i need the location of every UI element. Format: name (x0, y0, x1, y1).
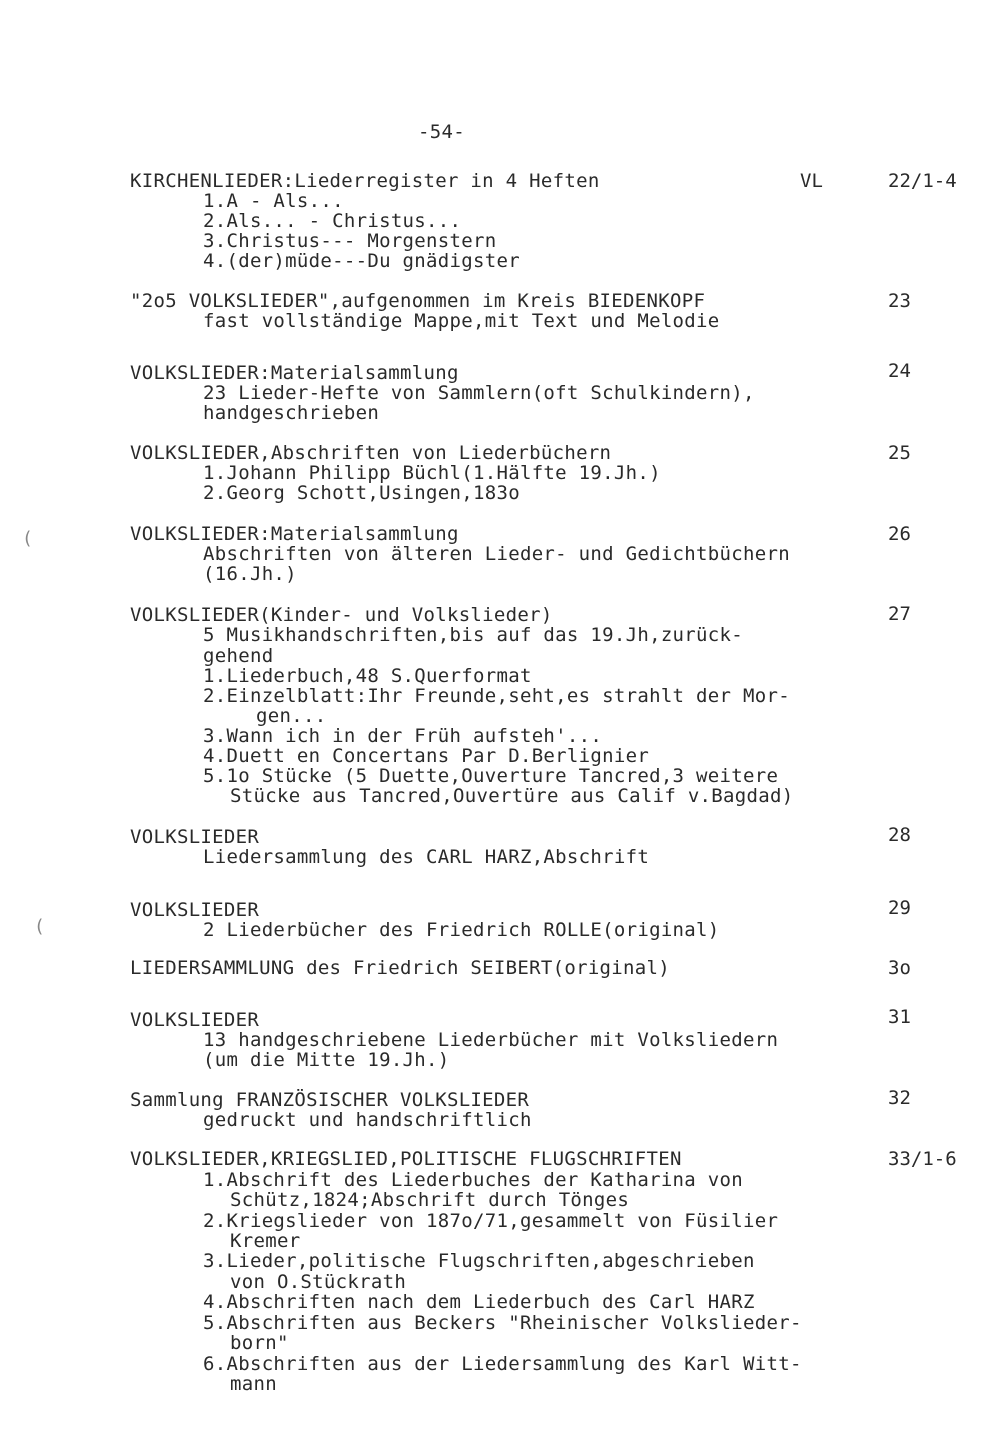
entry-heading: VOLKSLIEDER (130, 899, 260, 921)
entry-line: born" (230, 1332, 289, 1354)
entry-line: 2.Georg Schott,Usingen,183o (203, 482, 520, 504)
entry-heading: Sammlung FRANZÖSISCHER VOLKSLIEDER (130, 1089, 530, 1111)
entry-line: 4.Duett en Concertans Par D.Berlignier (203, 745, 650, 767)
entry-heading: VOLKSLIEDER:Materialsammlung (130, 362, 459, 384)
entry-line: 2.Einzelblatt:Ihr Freunde,seht,es strahlt der Mor- (203, 685, 790, 707)
entry-line: Kremer (230, 1230, 301, 1252)
entry-line: 4.Abschriften nach dem Liederbuch des Carl HARZ (203, 1291, 755, 1313)
entry-line: 2 Liederbücher des Friedrich ROLLE(original) (203, 919, 720, 941)
entry-line: gedruckt und handschriftlich (203, 1109, 532, 1131)
entry-number: 31 (888, 1006, 911, 1028)
entry-line: 13 handgeschriebene Liederbücher mit Volksliedern (203, 1029, 779, 1051)
entry-line: handgeschrieben (203, 402, 380, 424)
entry-heading: VOLKSLIEDER,Abschriften von Liederbüchern (130, 442, 612, 464)
entry-line: Schütz,1824;Abschrift durch Tönges (230, 1189, 630, 1211)
entry-line: 1.Liederbuch,48 S.Querformat (203, 665, 532, 687)
entry-line: Stücke aus Tancred,Ouvertüre aus Calif v.Bagdad) (230, 785, 794, 807)
entry-heading: KIRCHENLIEDER:Liederregister in 4 Heften (130, 170, 600, 192)
page-number: -54- (418, 121, 465, 143)
entry-line: (um die Mitte 19.Jh.) (203, 1049, 450, 1071)
entry-number: 26 (888, 523, 911, 545)
entry-heading: VOLKSLIEDER(Kinder- und Volkslieder) (130, 604, 553, 626)
entry-line: 1.Abschrift des Liederbuches der Katharina von (203, 1169, 743, 1191)
entry-line: 5 Musikhandschriften,bis auf das 19.Jh,zurück- (203, 624, 743, 646)
entry-line: (16.Jh.) (203, 563, 297, 585)
entry-line: 6.Abschriften aus der Liedersammlung des Karl Witt- (203, 1353, 802, 1375)
entry-number: 32 (888, 1087, 911, 1109)
entry-line: 1.A - Als... (203, 190, 344, 212)
entry-line: 2.Kriegslieder von 187o/71,gesammelt von Füsilier (203, 1210, 779, 1232)
entry-line: fast vollständige Mappe,mit Text und Melodie (203, 310, 720, 332)
entry-line: mann (230, 1373, 277, 1395)
entry-line: 5.Abschriften aus Beckers "Rheinischer Volkslieder- (203, 1312, 802, 1334)
entry-number: 25 (888, 442, 911, 464)
entry-line: von O.Stückrath (230, 1271, 407, 1293)
entry-line: gehend (203, 645, 274, 667)
entry-number: 27 (888, 603, 911, 625)
entry-number: 28 (888, 824, 911, 846)
entry-line: gen... (256, 705, 327, 727)
entry-heading: VOLKSLIEDER:Materialsammlung (130, 523, 459, 545)
entry-line: 3.Lieder,politische Flugschriften,abgeschrieben (203, 1250, 755, 1272)
entry-line: 23 Lieder-Hefte von Sammlern(oft Schulkindern), (203, 382, 755, 404)
entry-number: 24 (888, 360, 911, 382)
entry-heading: "2o5 VOLKSLIEDER",aufgenommen im Kreis BIEDENKOPF (130, 290, 706, 312)
entry-number: 29 (888, 897, 911, 919)
entry-tag: VL (800, 170, 823, 192)
entry-line: Liedersammlung des CARL HARZ,Abschrift (203, 846, 650, 868)
entry-line: 1.Johann Philipp Büchl(1.Hälfte 19.Jh.) (203, 462, 661, 484)
entry-heading: VOLKSLIEDER (130, 1009, 260, 1031)
entry-line: 5.1o Stücke (5 Duette,Ouverture Tancred,3 weitere (203, 765, 779, 787)
margin-mark: ( (22, 528, 33, 549)
entry-line: 3.Christus--- Morgenstern (203, 230, 497, 252)
entry-number: 23 (888, 290, 911, 312)
entry-heading: VOLKSLIEDER (130, 826, 260, 848)
entry-number: 22/1-4 (888, 170, 957, 192)
entry-number: 33/1-6 (888, 1148, 957, 1170)
margin-mark: ( (34, 916, 45, 937)
entry-line: 4.(der)müde---Du gnädigster (203, 250, 520, 272)
entry-line: Abschriften von älteren Lieder- und Gedichtbüchern (203, 543, 790, 565)
entry-number: 3o (888, 957, 911, 979)
entry-heading: VOLKSLIEDER,KRIEGSLIED,POLITISCHE FLUGSCHRIFTEN (130, 1148, 682, 1170)
entry-heading: LIEDERSAMMLUNG des Friedrich SEIBERT(original) (130, 957, 670, 979)
entry-line: 2.Als... - Christus... (203, 210, 462, 232)
entry-line: 3.Wann ich in der Früh aufsteh'... (203, 725, 603, 747)
